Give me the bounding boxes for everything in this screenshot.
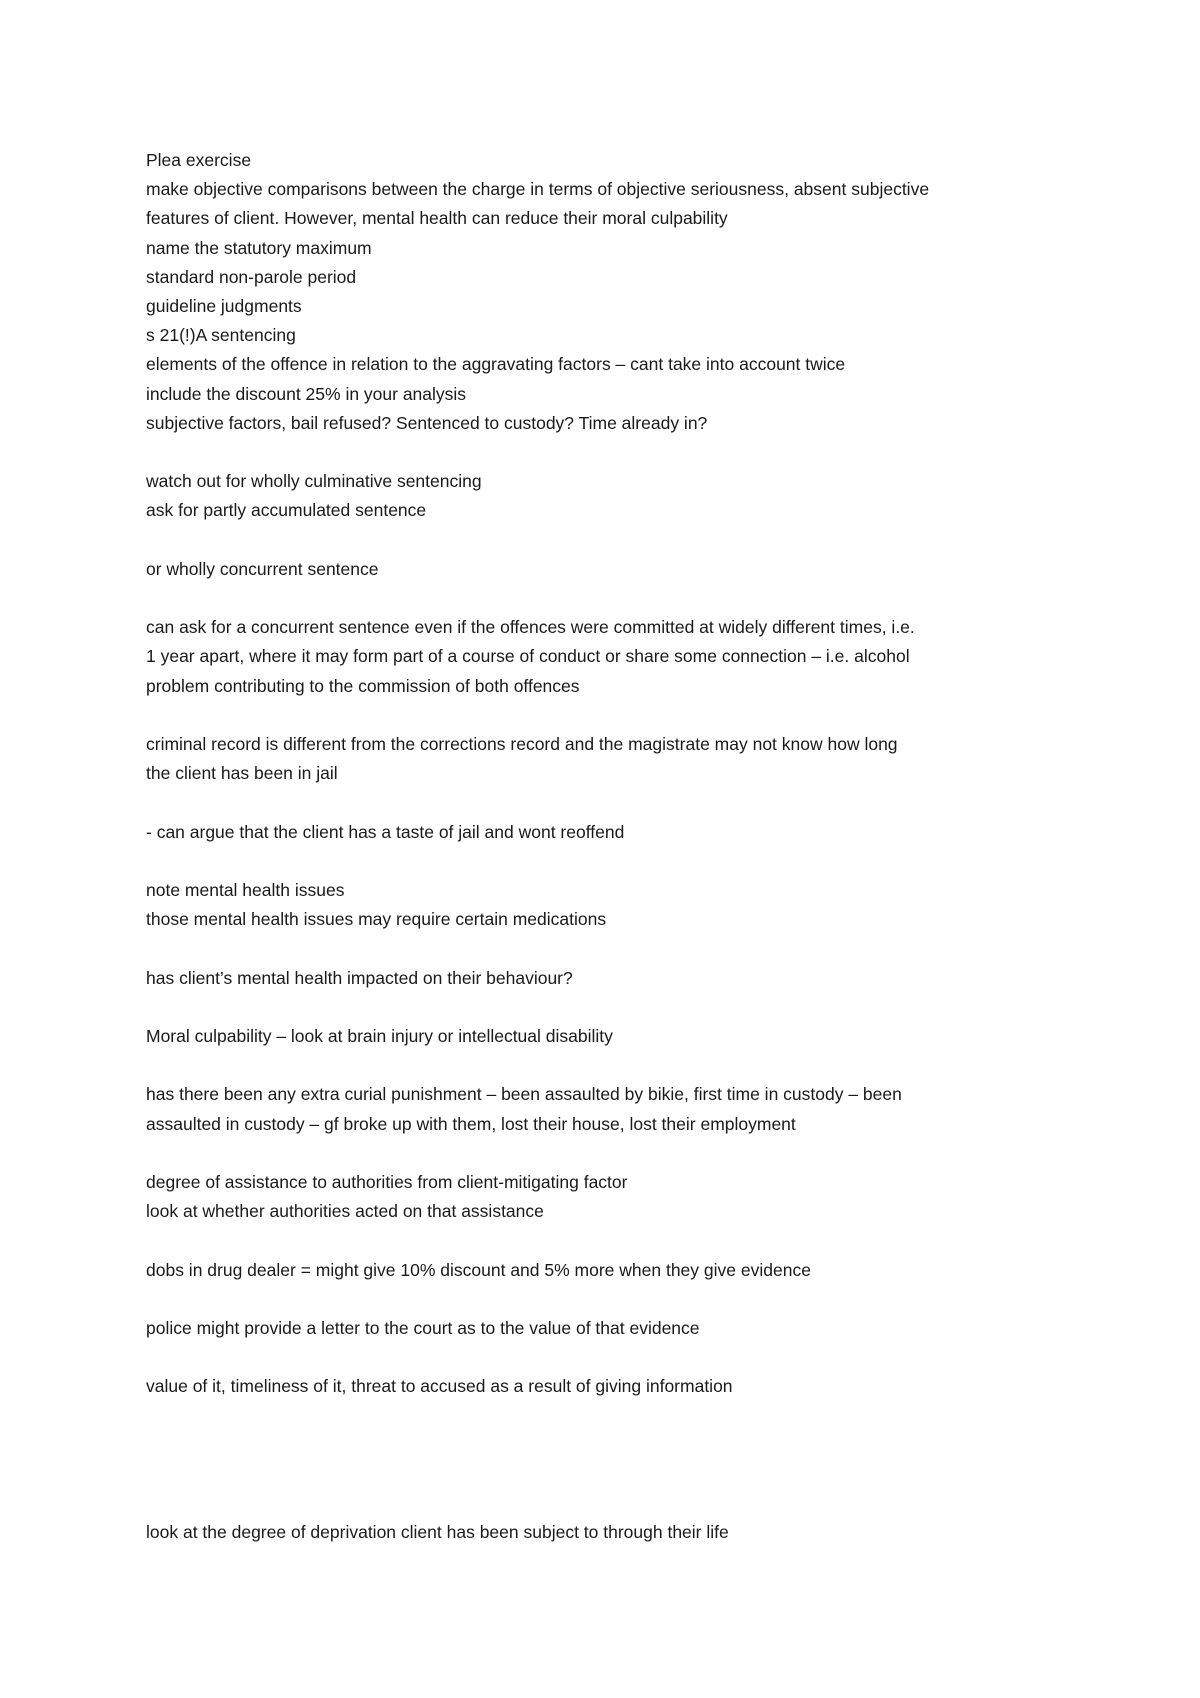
- text-line: value of it, timeliness of it, threat to accused as a result of giving information: [146, 1376, 733, 1397]
- text-line: or wholly concurrent sentence: [146, 558, 379, 579]
- text-line: look at the degree of deprivation client has been subject to through their life: [146, 1522, 729, 1543]
- text-line: include the discount 25% in your analysis: [146, 383, 467, 404]
- text-line: degree of assistance to authorities from client-mitigating factor: [146, 1171, 628, 1192]
- text-line: dobs in drug dealer = might give 10% discount and 5% more when they give evidence: [146, 1259, 811, 1280]
- paragraph-spacer: [146, 934, 1076, 963]
- paragraph-spacer: [146, 1285, 1076, 1314]
- text-line: criminal record is different from the corrections record and the magistrate may not know how long: [146, 734, 898, 754]
- text-line: assaulted in custody – gf broke up with them, lost their house, lost their employment: [146, 1113, 796, 1134]
- text-line: features of client. However, mental health can reduce their moral culpability: [146, 208, 728, 229]
- paragraph-spacer: [146, 526, 1076, 555]
- paragraph-spacer: [146, 1051, 1076, 1080]
- text-line: Moral culpability – look at brain injury or intellectual disability: [146, 1025, 613, 1046]
- text-line: - can argue that the client has a taste of jail and wont reoffend: [146, 821, 625, 842]
- text-line: police might provide a letter to the court as to the value of that evidence: [146, 1317, 700, 1338]
- text-line: watch out for wholly culminative sentencing: [146, 471, 482, 492]
- text-line: problem contributing to the commission of both offences: [146, 675, 580, 696]
- text-line: those mental health issues may require certain medications: [146, 909, 607, 930]
- paragraph-spacer: [146, 993, 1076, 1022]
- text-line: name the statutory maximum: [146, 237, 372, 258]
- paragraph-spacer: [146, 1139, 1076, 1168]
- text-line: subjective factors, bail refused? Sentenced to custody? Time already in?: [146, 412, 708, 433]
- text-line: elements of the offence in relation to the aggravating factors – cant take into account twice: [146, 354, 846, 375]
- paragraph-spacer: [146, 1402, 1076, 1519]
- text-line: s 21(!)A sentencing: [146, 325, 296, 346]
- paragraph-spacer: [146, 701, 1076, 730]
- text-line: ask for partly accumulated sentence: [146, 500, 427, 521]
- paragraph-spacer: [146, 788, 1076, 817]
- text-line: guideline judgments: [146, 296, 302, 317]
- paragraph-spacer: [146, 847, 1076, 876]
- text-line: look at whether authorities acted on that assistance: [146, 1201, 544, 1222]
- document-body: [146, 146, 1076, 1548]
- text-line: the client has been in jail: [146, 763, 338, 784]
- text-line: standard non-parole period: [146, 266, 357, 287]
- paragraph-spacer: [146, 584, 1076, 613]
- paragraph-spacer: [146, 1226, 1076, 1255]
- text-line: note mental health issues: [146, 879, 345, 900]
- paragraph-spacer: [146, 1343, 1076, 1372]
- text-line: can ask for a concurrent sentence even if the offences were committed at widely different times, i.e.: [146, 617, 915, 638]
- paragraph-spacer: [146, 438, 1076, 467]
- text-line: make objective comparisons between the charge in terms of objective seriousness, absent subjective: [146, 179, 930, 200]
- text-line: 1 year apart, where it may form part of a course of conduct or share some connection – i.e. alcohol: [146, 646, 910, 667]
- document-title: Plea exercise: [146, 150, 252, 170]
- text-line: has client’s mental health impacted on their behaviour?: [146, 967, 573, 988]
- text-line: has there been any extra curial punishment – been assaulted by bikie, first time in custody – been: [146, 1084, 902, 1105]
